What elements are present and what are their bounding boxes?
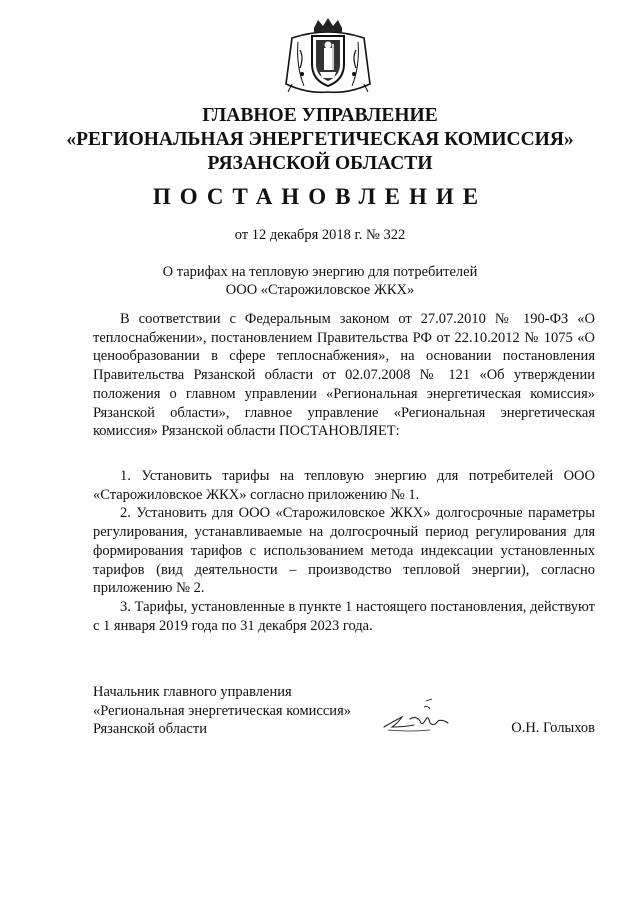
- handwritten-signature: [380, 697, 452, 735]
- resolution-items: [93, 467, 595, 635]
- signatory-name: О.Н. Голыхов: [511, 720, 595, 736]
- signatory-title-line3: Рязанской области: [93, 721, 207, 738]
- subject-line1: О тарифах на тепловую энергию для потребителей: [162, 264, 478, 280]
- signatory-title-line2: «Региональная энергетическая комиссия»: [93, 702, 351, 719]
- preamble-paragraph: В соответствии с Федеральным законом от 27.07.2010 № 190-ФЗ «О теплоснабжении», постановлением Правительства РФ от 22.10.2012 № 1075 «О ценообразовании в сфере теплоснабжения», на основании постановления Правительства Рязанской области от 02.07.2008 № 121 «Об утверждении положения о главном управлении «Региональная энергетическая комиссия» Рязанской области», главное управление «Региональная энергетическая комиссия» Рязанской области ПОСТАНОВЛЯЕТ:: [93, 311, 595, 440]
- document-date-number: от 12 декабря 2018 г. № 322: [234, 227, 406, 243]
- subject-line2: ООО «Старожиловское ЖКХ»: [225, 282, 415, 298]
- signatory-title: [93, 683, 351, 739]
- resolution-item-2: 2. Установить для ООО «Старожиловское ЖКХ» долгосрочные параметры регулирования, устанавливаемые на долгосрочный период регулирования для формирования тарифов с использованием метода индексации установленных тарифов (вид деятельности – производство тепловой энергии), согласно приложению № 2.: [93, 505, 595, 597]
- coat-of-arms-icon: [278, 18, 378, 98]
- org-name-line2: «РЕГИОНАЛЬНАЯ ЭНЕРГЕТИЧЕСКАЯ КОМИССИЯ»: [66, 129, 574, 150]
- resolution-item-3: 3. Тарифы, установленные в пункте 1 настоящего постановления, действуют с 1 января 2019 года по 31 декабря 2023 года.: [93, 598, 595, 634]
- document-type-title: ПОСТАНОВЛЕНИЕ: [152, 184, 488, 209]
- signatory-title-line1: Начальник главного управления: [93, 684, 292, 700]
- org-name-line3: РЯЗАНСКОЙ ОБЛАСТИ: [207, 153, 433, 174]
- org-name-line1: ГЛАВНОЕ УПРАВЛЕНИЕ: [202, 105, 438, 126]
- resolution-item-1: 1. Установить тарифы на тепловую энергию для потребителей ООО «Старожиловское ЖКХ» согласно приложению № 1.: [93, 468, 595, 503]
